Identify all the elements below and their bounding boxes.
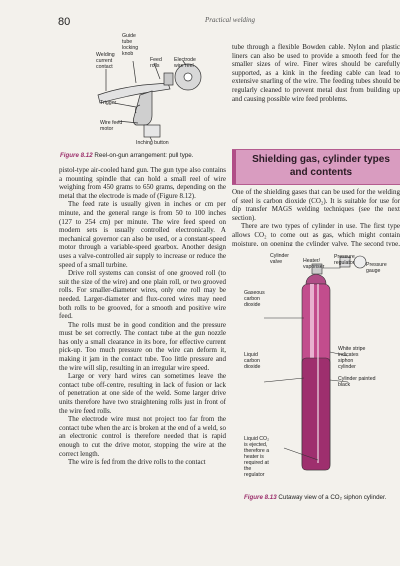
label-electrode-wire-reel: Electrode wire reel	[174, 57, 196, 69]
label-inching-button: Inching button	[136, 140, 169, 146]
paragraph: tube through a flexible Bowden cable. Nylon and plastic liners can also be used to provide a smooth feed for the smaller sizes of wire. Finer wires should be carefully supported, as a kink in the feeding cable can lead to extensive snarling of the wire. The feeding tubes should be regularly cleaned to prevent metal dust from building up and causing possible wire feed problems.	[232, 43, 400, 103]
label-liquid-ejected: Liquid CO₂ is ejected, therefore a heater is required at the regulator	[244, 436, 270, 478]
figure-8-13-caption: Figure 8.13 Cutaway view of a CO₂ siphon cylinder.	[244, 494, 387, 501]
label-cylinder-painted-black: Cylinder painted black	[338, 376, 376, 388]
paragraph: Drive roll systems can consist of one grooved roll (to suit the size of the wire) and one plain roll, or two grooved rolls. For smaller-diameter wires, only one roll may be needed. Larger-diameter and flux-cored wires may need both rolls to be grooved, for a smooth and positive wire feed.	[59, 269, 226, 321]
banner-accent-band	[232, 150, 236, 184]
label-gaseous-co2: Gaseous carbon dioxide	[244, 290, 265, 308]
paragraph: Large or very hard wires can sometimes leave the contact tube off-centre, resulting in lack of fusion or lack of penetration at one side of the weld. Some larger drive units therefore have two straightening rolls just in front of the wire feed rolls.	[59, 372, 226, 415]
paragraph: pistol-type air-cooled hand gun. The gun type also contains a mounting spindle that can hold a small reel of wire weighing from 450 grams to 650 grams, depending on the metal that the electrode is made of (Figure 8.12).	[59, 166, 226, 200]
label-feed-rolls: Feed rolls	[150, 57, 162, 69]
figure-8-12-caption: Figure 8.12 Reel-on-gun arrangement: pull type.	[60, 152, 194, 159]
section-title: Shielding gas, cylinder types and contents	[252, 154, 390, 178]
paragraph: The wire is fed from the drive rolls to the contact	[68, 458, 206, 467]
label-heater-vaporiser: Heater/ vaporiser	[303, 258, 325, 270]
section-heading-banner	[232, 149, 400, 185]
label-wire-feed-motor: Wire feed motor	[100, 120, 123, 132]
label-guide-tube: Guide tube locking knob	[122, 33, 139, 57]
label-pressure-regulator: Pressure regulator	[334, 254, 355, 266]
paragraph: The electrode wire must not project too far from the contact tube when the arc is broken at the end of a weld, so an electronic control is therefore needed that is rapid enough to cut the drive motor, stopping the wire at the correct length.	[59, 415, 226, 458]
label-cylinder-valve: Cylinder valve	[270, 253, 290, 265]
left-text-column	[59, 166, 226, 566]
right-text-top	[232, 43, 400, 139]
paragraph: One of the shielding gases that can be used for the welding of steel is carbon dioxide (CO₂). It is suitable for use for dip transfer MAGS welding techniques (see the next section).	[232, 188, 400, 222]
page-number: 80	[58, 16, 71, 28]
paragraph: The feed rate is usually given in inches or cm per minute, and the general range is from 50 to 100 inches (127 to 254 cm) per minute. The wire feed speed on modern sets is usually controlled electronically. A mechanical governor can also be used, or a constant-speed motor through a variable-speed gearbox. Another design uses a valve-controlled air supply to increase or reduce the speed of a small turbine.	[59, 200, 226, 269]
right-text-mid	[232, 188, 400, 246]
paragraph: The rolls must be in good condition and the pressure must be set correctly. The contact tube at the gun nozzle has only a small clearance in its bore, for effective current pick-up. Too much pressure on the wire can deform it, making it jam in the contact tube. Too little pressure and the wire will slip, resulting in an irregular wire speed.	[59, 320, 226, 372]
label-welding-current-contact: Welding current contact	[96, 52, 115, 70]
label-white-stripe: White stripe indicates siphon cylinder	[338, 346, 366, 370]
label-pressure-gauge: Pressure gauge	[366, 262, 387, 274]
label-liquid-co2: Liquid carbon dioxide	[244, 352, 261, 370]
paragraph: There are two types of cylinder in use. The first type allows CO₂ to come out as gas, which might contain moisture, on opening the cylinder valve. The second type,	[232, 222, 400, 246]
label-trigger: Trigger	[100, 100, 117, 106]
running-title: Practical welding	[205, 16, 255, 24]
